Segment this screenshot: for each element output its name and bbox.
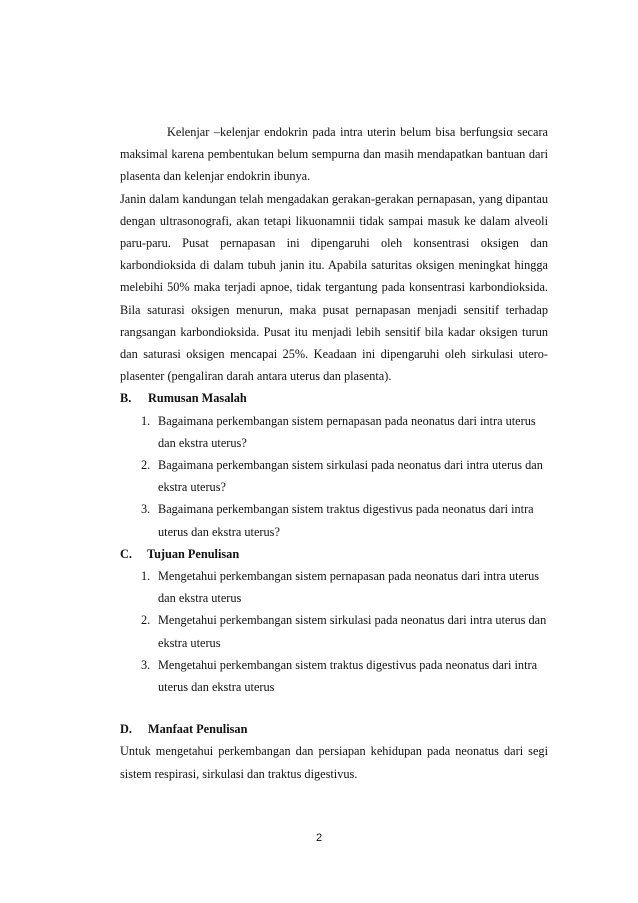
list-item-number: 2.: [141, 613, 151, 628]
rumusan-masalah-list: [120, 410, 548, 543]
list-item-number: 3.: [141, 657, 151, 672]
section-b-letter: B.: [120, 391, 132, 406]
list-item: [120, 498, 548, 542]
list-item-text: Mengetahui perkembangan sistem pernapasan pada neonatus dari intra uterus dan ekstra uterus: [158, 569, 540, 606]
list-item-text: Mengetahui perkembangan sistem sirkulasi pada neonatus dari intra uterus dan ekstra uterus: [158, 613, 547, 650]
list-item-text: Bagaimana perkembangan sistem traktus digestivus pada neonatus dari intra uterus dan ekstra uterus?: [158, 502, 534, 539]
list-item: [120, 609, 548, 653]
list-item-number: 1.: [141, 413, 151, 428]
section-d-title: Manfaat Penulisan: [148, 722, 248, 737]
list-item-text: Bagaimana perkembangan sistem pernapasan pada neonatus dari intra uterus dan ekstra uterus?: [158, 413, 536, 450]
page-number: 2: [315, 832, 323, 844]
section-d-letter: D.: [120, 722, 132, 737]
section-c-title: Tujuan Penulisan: [147, 546, 240, 561]
section-c-heading: [120, 543, 548, 565]
list-item-text: Mengetahui perkembangan sistem traktus digestivus pada neonatus dari intra uterus dan ekstra uterus: [158, 657, 538, 695]
list-item: [120, 454, 548, 498]
page-content: [120, 121, 548, 785]
section-b-title: Rumusan Masalah: [148, 391, 247, 406]
section-b-heading: [120, 387, 548, 409]
intro-paragraph-2: Janin dalam kandungan telah mengadakan gerakan-gerakan pernapasan, yang dipantau dengan ultrasonografi, akan tetapi likuonamnii tidak sampai masuk ke dalam alveoli paru-paru. Pusat pernapasan ini dipengaruhi oleh konsentrasi oksigen dan karbondioksida di dalam tubuh janin itu. Apabila saturitas oksigen meningkat hingga melebihi 50% maka terjadi apnoe, tidak tergantung pada konsentrasi karbondioksida. Bila saturasi oksigen menurun, maka pusat pernapasan menjadi sensitif terhadap rangsangan karbondioksida. Pusat itu menjadi lebih sensitif bila kadar oksigen turun dan saturasi oksigen mencapai 25%. Keadaan ini dipengaruhi oleh sirkulasi utero-plasenter (pengaliran darah antara uterus dan plasenta).: [120, 191, 548, 384]
list-item: [120, 410, 548, 454]
list-item-number: 2.: [141, 458, 151, 473]
list-item: [120, 654, 548, 698]
intro-paragraph-1: Kelenjar –kelenjar endokrin pada intra uterin belum bisa berfungsiα secara maksimal karena pembentukan belum sempurna dan masih mendapatkan bantuan dari plasenta dan kelenjar endokrin ibunya.: [120, 125, 548, 184]
list-item-number: 1.: [141, 569, 151, 584]
section-d-body: Untuk mengetahui perkembangan dan persiapan kehidupan pada neonatus dari segi sistem respirasi, sirkulasi dan traktus digestivus.: [120, 744, 548, 781]
list-item-text: Bagaimana perkembangan sistem sirkulasi pada neonatus dari intra uterus dan ekstra uterus?: [158, 458, 543, 495]
list-item-number: 3.: [141, 502, 151, 517]
section-spacer: [120, 698, 548, 718]
section-d-heading: [120, 718, 548, 740]
list-item: [120, 565, 548, 609]
tujuan-penulisan-list: [120, 565, 548, 698]
section-c-letter: C.: [120, 546, 132, 561]
